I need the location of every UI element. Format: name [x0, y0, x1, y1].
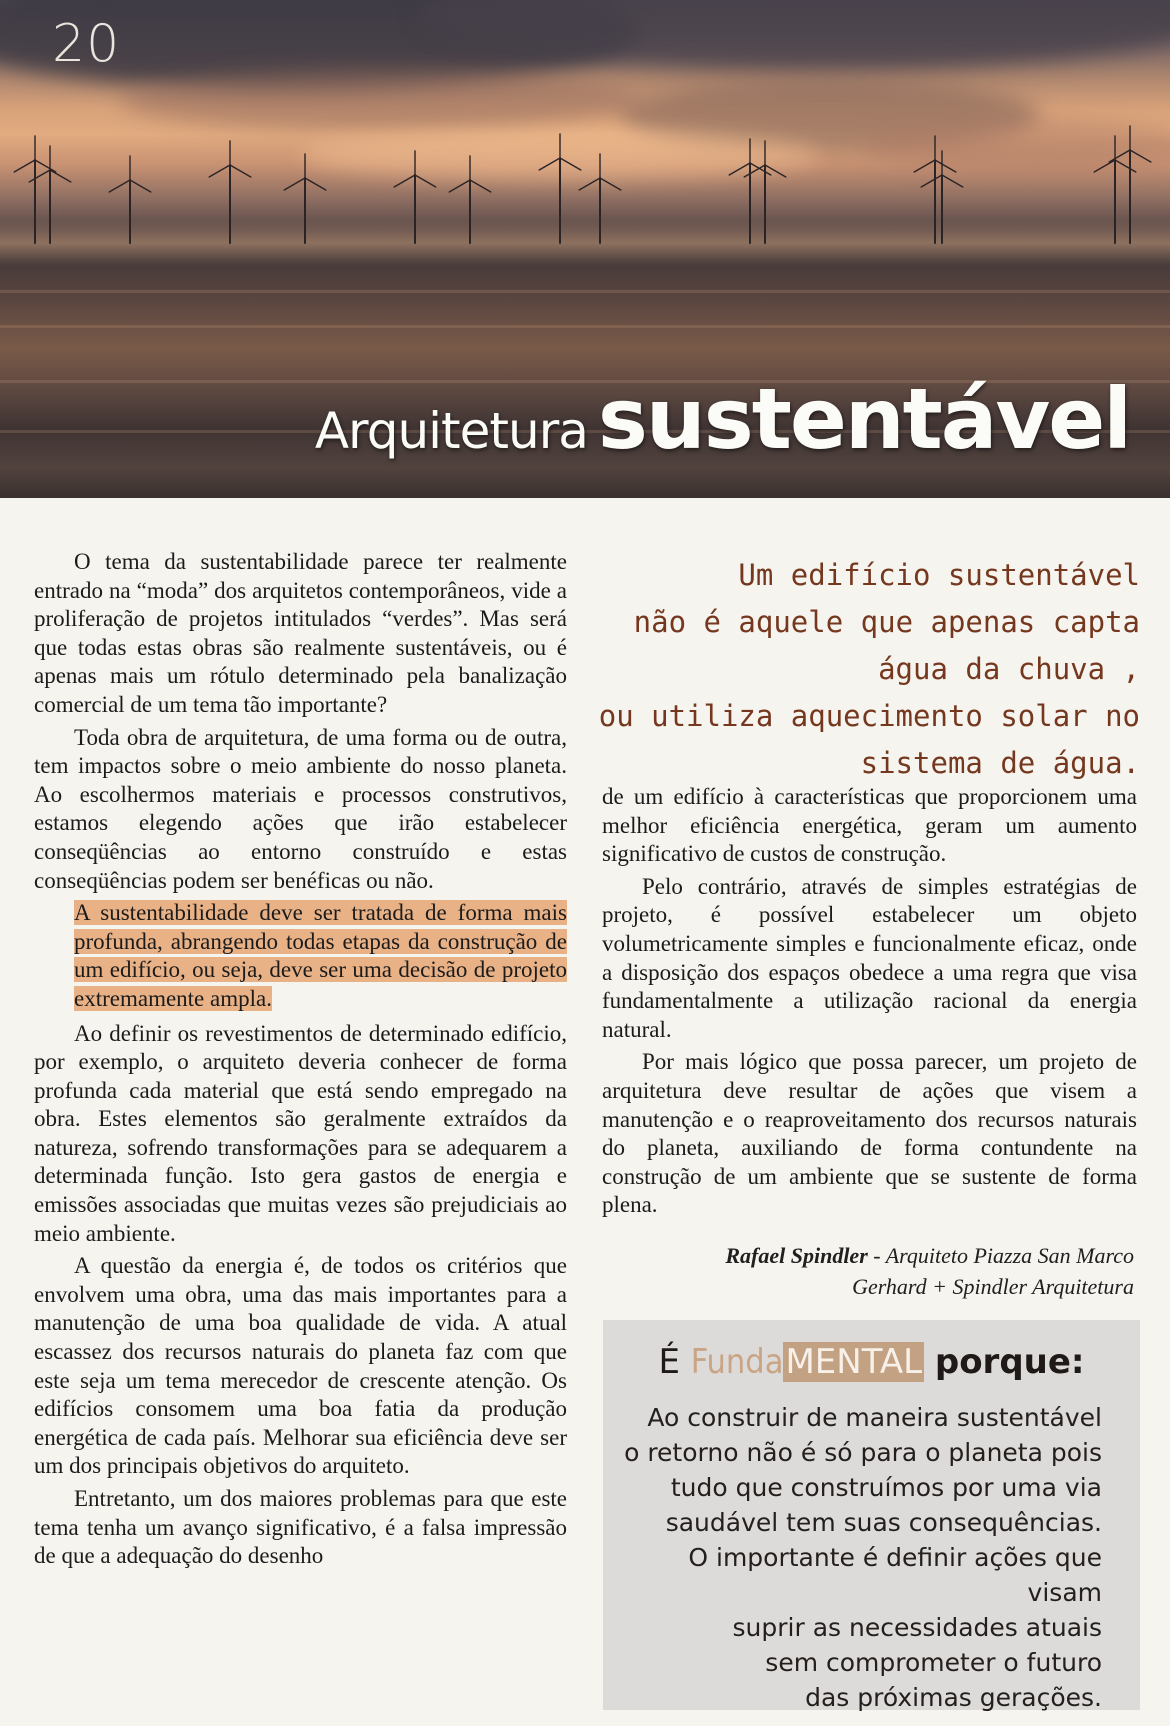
author-credit	[574, 1240, 1134, 1302]
paragraph: Ao definir os revestimentos de determinado edifício, por exemplo, o arquiteto deveria conhecer de forma profunda cada material que está sendo empregado na obra. Estes elementos são geralmente extraídos da natureza, sofrendo transformações para se adequarem a determinada função. Isto gera gastos de energia e emissões associadas que muitas vezes são prejudiciais ao meio ambiente.	[34, 1020, 567, 1246]
pull-quote-line: não é aquele que apenas capta	[633, 605, 1140, 639]
pull-quote-line: ou utiliza aquecimento solar no	[598, 699, 1140, 733]
credit-firm: Gerhard + Spindler Arquitetura	[852, 1274, 1134, 1299]
box-line: sem comprometer o futuro	[765, 1648, 1102, 1677]
turbine-part	[415, 175, 436, 187]
highlight-text: A sustentabilidade deve ser tratada de forma mais profunda, abrangendo todas etapas da construção de um edifício, ou seja, deve ser uma decisão de projeto extremamente ampla.	[74, 900, 567, 1011]
turbine-part	[1130, 150, 1151, 162]
hero-photo	[0, 0, 1170, 498]
left-column	[34, 548, 567, 1575]
paragraph: Pelo contrário, através de simples estratégias de projeto, é possível estabelecer um objeto volumetricamente simples e funcionalmente eficaz, onde a disposição dos espaços obedece a uma regra que visa fundamentalmente a utilização racional da energia natural.	[602, 873, 1137, 1042]
turbine-part	[942, 175, 963, 187]
turbine-part	[209, 165, 230, 177]
title-light: Arquitetura	[314, 402, 588, 460]
turbine-part	[305, 178, 326, 190]
box-heading	[603, 1342, 1140, 1382]
turbine-part	[750, 163, 771, 175]
author-name: Rafael Spindler	[725, 1243, 868, 1268]
turbine-part	[914, 160, 935, 172]
turbine-part	[765, 165, 786, 177]
pull-quote	[580, 552, 1140, 787]
turbine-part	[29, 170, 50, 182]
turbine-part	[560, 158, 581, 170]
turbine-part	[284, 178, 305, 190]
fundamental-box	[603, 1320, 1140, 1710]
turbine-part	[1109, 150, 1130, 162]
turbine-part	[130, 180, 151, 192]
turbine-part	[1115, 160, 1136, 172]
paragraph: Por mais lógico que possa parecer, um projeto de arquitetura deve resultar de ações que visem a manutenção e o reaproveitamento dos recursos naturais do planeta, auxiliando de forma contundente na construção de um ambiente que se sustente de forma plena.	[602, 1049, 1137, 1218]
box-line: Ao construir de maneira sustentável	[647, 1403, 1102, 1432]
turbine-part	[50, 170, 71, 182]
box-line: o retorno não é só para o planeta pois	[624, 1438, 1102, 1467]
turbine-part	[935, 160, 956, 172]
sea-reflection	[0, 290, 1170, 293]
box-line: saudável tem suas consequências.	[665, 1508, 1102, 1537]
pull-quote-line: água da chuva ,	[878, 652, 1140, 686]
turbine-part	[579, 178, 600, 190]
paragraph: A questão da energia é, de todos os critérios que envolvem uma obra, uma das mais importantes para a manutenção de uma boa qualidade de vida. A atual escassez dos recursos naturais do planeta faz com que este seja um tema merecedor de crescente atenção. Os edifícios consomem uma boa fatia da produção energética de cada país. Melhorar sua eficiência deve ser um dos principais objetivos do arquiteto.	[34, 1253, 567, 1479]
paragraph: Toda obra de arquitetura, de uma forma ou de outra, tem impactos sobre o meio ambiente do nosso planeta. Ao escolhermos materiais e processos construtivos, estamos elegendo ações que irão estabelecer conseqüências ao entorno construído e estas conseqüências podem ser benéficas ou não.	[34, 724, 567, 893]
article-title	[315, 370, 1130, 468]
box-heading-e: É	[658, 1342, 680, 1382]
turbine-part	[921, 175, 942, 187]
turbine-part	[600, 178, 621, 190]
sea-reflection	[0, 325, 1170, 328]
right-column	[602, 783, 1137, 1224]
pull-quote-line: sistema de água.	[860, 746, 1140, 780]
turbine-part	[109, 180, 130, 192]
paragraph: de um edifício à características que proporcionem uma melhor eficiência energética, geram um aumento significativo de custos de construção.	[602, 784, 1137, 867]
turbine-part	[744, 165, 765, 177]
paragraph: O tema da sustentabilidade parece ter realmente entrado na “moda” dos arquitetos contemporâneos, vide a proliferação de projetos intitulados “verdes”. Mas será que todas estas obras são realmente sustentáveis, ou é apenas mais um rótulo determinado pela banalização comercial de um tema tão importante?	[34, 549, 567, 717]
page-number: 20	[52, 14, 121, 74]
box-heading-mental: MENTAL	[785, 1342, 923, 1382]
box-heading-funda: Funda	[690, 1342, 784, 1382]
turbine-part	[539, 158, 560, 170]
turbine-part	[35, 160, 56, 172]
turbine-part	[1094, 160, 1115, 172]
turbine-part	[449, 180, 470, 192]
box-heading-porque: porque:	[934, 1342, 1085, 1382]
turbine-part	[14, 160, 35, 172]
box-line: O importante é definir ações que visam	[688, 1543, 1102, 1607]
turbine-part	[729, 163, 750, 175]
author-role: - Arquiteto Piazza San Marco	[867, 1243, 1134, 1268]
box-text	[622, 1400, 1102, 1715]
box-line: das próximas gerações.	[805, 1683, 1102, 1712]
wind-turbines-icon	[0, 0, 1170, 260]
turbine-part	[230, 165, 251, 177]
turbine-part	[470, 180, 491, 192]
title-bold: sustentável	[597, 370, 1130, 468]
turbine-part	[394, 175, 415, 187]
highlighted-paragraph	[34, 899, 567, 1013]
credit-line	[574, 1240, 1134, 1271]
paragraph: Entretanto, um dos maiores problemas para que este tema tenha um avanço significativo, é a falsa impressão de que a adequação do desenho	[34, 1486, 567, 1569]
box-line: suprir as necessidades atuais	[732, 1613, 1102, 1642]
pull-quote-line: Um edifício sustentável	[738, 558, 1140, 592]
box-line: tudo que construímos por uma via	[670, 1473, 1102, 1502]
